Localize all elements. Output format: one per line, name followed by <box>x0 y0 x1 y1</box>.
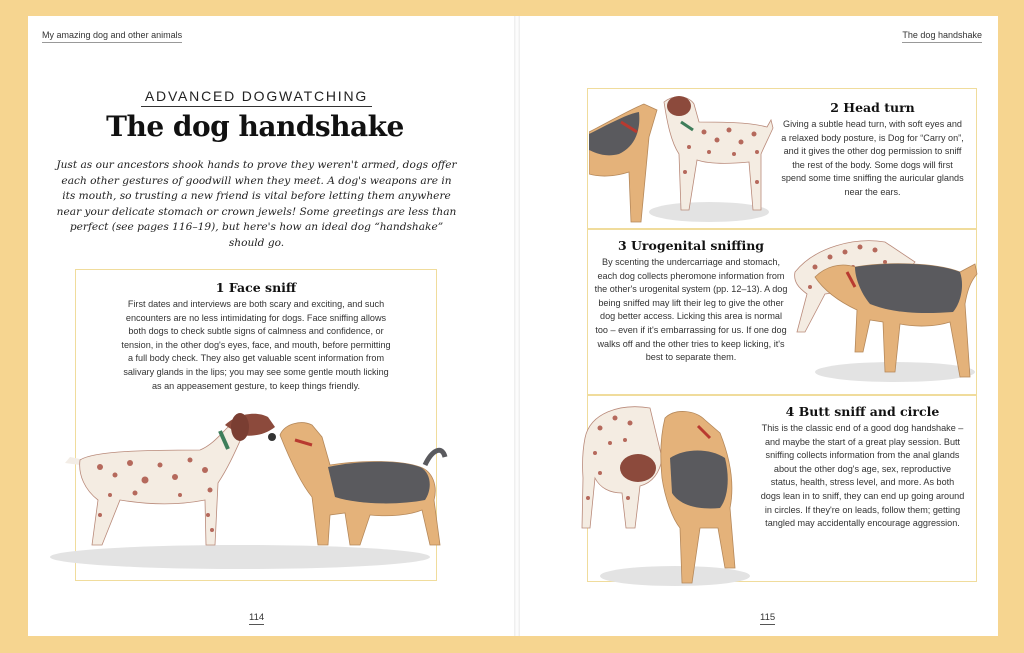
page-title: The dog handshake <box>106 110 404 143</box>
section-face-sniff <box>120 280 392 393</box>
section-head-turn <box>780 100 965 200</box>
section-butt-sniff <box>760 404 965 531</box>
section-urogenital <box>593 238 789 365</box>
section-heading: 2 Head turn <box>830 100 915 115</box>
left-running-head: My amazing dog and other animals <box>42 30 182 43</box>
urogenital-illustration <box>785 232 980 392</box>
section-body: Giving a subtle head turn, with soft eyes and a relaxed body posture, is Dog for “Carry on”, and it gives the other dog permission to sniff the rest of the body. Some dogs will first spend some time sniffing the auricular glands near the ears. <box>781 119 964 197</box>
terrier-dog-illustration <box>815 264 977 377</box>
left-page-number: 114 <box>249 612 265 623</box>
face-sniff-illustration <box>40 405 450 580</box>
section-heading: 4 Butt sniff and circle <box>785 404 940 419</box>
section-body: By scenting the undercarriage and stomach, each dog collects pheromone information from the other's urogenital system (pp. 12–13). A dog being sniffed may lift their leg to give the other dog better access. Licking this area is normal too – even if it's embarrassing for us. If one dog walks off and the other tries to keep licking, it's best to separate them. <box>594 257 788 363</box>
pointer-dog-illustration <box>582 407 662 528</box>
right-running-head: The dog handshake <box>902 30 982 43</box>
section-kicker: ADVANCED DOGWATCHING <box>141 88 372 107</box>
terrier-dog-illustration <box>268 423 445 545</box>
section-body: This is the classic end of a good dog handshake – and maybe the start of a great play session. Butt sniffing collects information from the anal glands about the other dog's age, sex, reproductive status, health, stress level, and more. As both dogs lean in to sniff, they can end up going around in circles. If they're on leads, follow them; getting tangled may accidentally encourage aggression. <box>760 423 965 529</box>
pointer-dog-illustration <box>65 413 275 545</box>
section-heading: 1 Face sniff <box>215 280 297 295</box>
pointer-dog-illustration <box>664 96 773 210</box>
terrier-dog-illustration <box>589 104 657 222</box>
intro-paragraph: Just as our ancestors shook hands to prove they weren't armed, dogs offer each other gestures of goodwill when they meet. A dog's weapons are in its mouth, so trusting a new friend is vital before letting them anywhere near your delicate stomach or crown jewels! Some greetings are less than perfect (see pages 116–19), but here's how an ideal dog “handshake” should go. <box>56 159 457 249</box>
butt-sniff-illustration <box>580 398 760 590</box>
section-body: First dates and interviews are both scary and exciting, and such encounters are no less intimidating for dogs. Face sniffing allows both dogs to check subtle signs of calmness and confidence, or tension, in the other dog's eyes, face, and mouth, before permitting a full body check. They also get valuable scent information from salivary glands in the lips; you may see some gentle mouth licking as an appeasement gesture, to keep things friendly. <box>121 299 391 391</box>
gutter <box>514 16 520 636</box>
right-page-number: 115 <box>760 612 776 623</box>
section-heading: 3 Urogenital sniffing <box>617 238 765 253</box>
head-turn-illustration <box>589 92 774 227</box>
terrier-dog-illustration <box>661 411 735 583</box>
